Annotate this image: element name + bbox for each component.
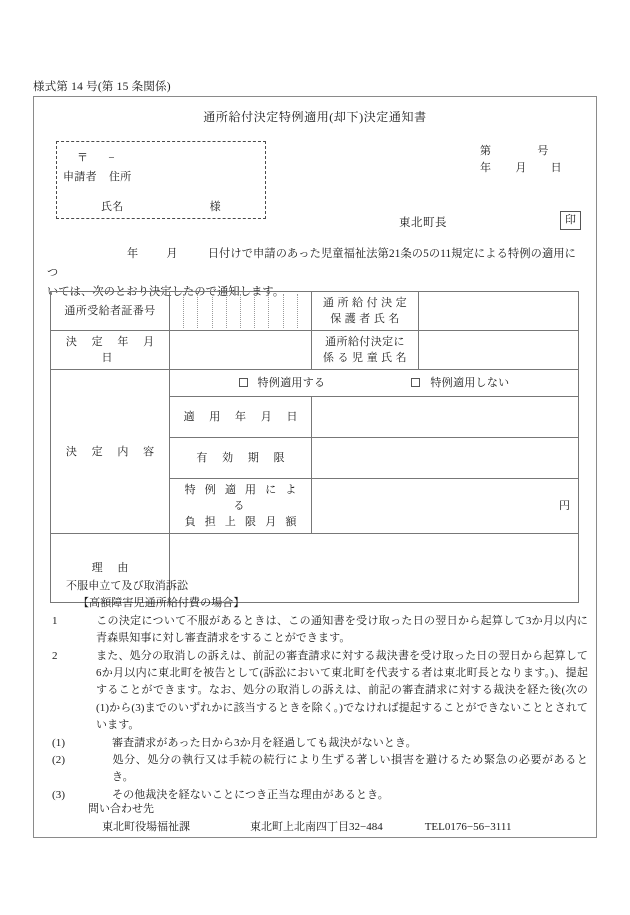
segment (198, 294, 212, 328)
intro-line1: 日付けで申請のあった児童福祉法第21条の5の11規定による特例の適用につ (47, 248, 577, 279)
valid-period-field[interactable] (312, 438, 579, 479)
decision-table (50, 291, 579, 603)
appeal-subitem (52, 752, 590, 787)
decision-date-field[interactable] (170, 331, 312, 370)
child-name-label (312, 331, 419, 370)
day-label: 日 (550, 162, 562, 174)
name-row (101, 198, 221, 214)
guardian-name-label (312, 292, 419, 331)
applicant-block (56, 141, 266, 219)
apply-date-field[interactable] (312, 397, 579, 438)
decision-date-label: 決 定 年 月 日 (51, 331, 170, 370)
monthly-limit-label-line2: 負 担 上 限 月 額 (184, 516, 300, 528)
segment (213, 294, 227, 328)
appeal-subitem (52, 735, 590, 752)
monthly-limit-field[interactable] (312, 479, 579, 534)
yen-unit: 円 (559, 500, 570, 512)
child-name-label-line1: 通所給付決定に (325, 336, 405, 348)
honorific-label: 様 (209, 201, 221, 213)
zip-row (77, 149, 115, 165)
checkbox-apply-label: 特例適用する (257, 377, 326, 389)
appeal-subheading: 【高額障害児通所給付費の場合】 (78, 597, 245, 610)
checkbox-apply-icon[interactable] (239, 378, 248, 387)
monthly-limit-label-line1: 特 例 適 用 に よ る (184, 484, 300, 512)
document-date-row (480, 159, 562, 175)
table-row-receipt-number (51, 292, 579, 331)
number-label: 第 (480, 145, 492, 157)
address-row (63, 168, 132, 184)
contact-tel: TEL0176−56−3111 (424, 821, 512, 833)
segment (170, 294, 184, 328)
appeal-item-number: 1 (52, 614, 58, 627)
segment (298, 294, 311, 328)
contact-details (102, 818, 590, 836)
intro-line2: いては、次のとおり決定したので通知します。 (47, 286, 285, 298)
appeal-heading: 不服申立て及び取消訴訟 (66, 580, 189, 592)
child-name-label-line2: 係 る 児 童 氏 名 (322, 352, 408, 364)
appeal-section (50, 578, 590, 804)
segment (241, 294, 255, 328)
table-row-decision-checkboxes (51, 370, 579, 397)
segment (255, 294, 269, 328)
contact-address: 東北町上北南四丁目32−484 (250, 821, 383, 833)
appeal-item (52, 613, 590, 648)
appeal-subitem-number: (2) (52, 754, 66, 767)
reason-label: 理 由 (51, 534, 170, 603)
receipt-number-label: 通所受給者証番号 (51, 292, 170, 331)
receipt-number-segments (170, 294, 311, 328)
monthly-limit-label (170, 479, 312, 534)
intro-year: 年 (127, 248, 139, 260)
seal-box: 印 (560, 211, 581, 230)
table-row-decision-date (51, 331, 579, 370)
apply-date-label: 適 用 年 月 日 (170, 397, 312, 438)
appeal-subitem-number: (1) (52, 736, 66, 749)
zip-mark: 〒 (77, 152, 89, 164)
valid-period-label: 有 効 期 限 (170, 438, 312, 479)
segment (227, 294, 241, 328)
issuer-name: 東北町長 (399, 217, 447, 229)
contact-department: 東北町役場福祉課 (102, 821, 190, 833)
appeal-item (52, 648, 590, 735)
appeal-item-number: 2 (52, 649, 58, 662)
intro-month: 月 (166, 248, 178, 260)
month-label: 月 (515, 162, 527, 174)
checkbox-not-apply-label: 特例適用しない (430, 377, 510, 389)
year-label: 年 (480, 162, 492, 174)
form-number: 様式第 14 号(第 15 条関係) (33, 81, 171, 93)
segment (284, 294, 298, 328)
appeal-subitem-text: その他裁決を経ないことにつき正当な理由があるとき。 (112, 788, 389, 801)
appeal-subitem-text: 処分、処分の執行又は手続の続行により生ずる著しい損害を避けるため緊急の必要があるとき。 (112, 754, 588, 784)
appeal-item-text: また、処分の取消しの訴えは、前記の審査請求に対する裁決書を受け取った日の翌日から起算して6か月以内に東北町を被告として(訴訟において東北町を代表する者は東北町長となります。)、提起することができます。なお、処分の取消しの訴えは、前記の審査請求に対する裁決を経た後(次の(1)から(3)までのいずれかに該当するときを除く。)でなければ提起することができないこととされています。 (96, 649, 588, 732)
guardian-name-field[interactable] (419, 292, 579, 331)
checkbox-not-apply-icon[interactable] (411, 378, 420, 387)
contact-heading: 問い合わせ先 (88, 803, 154, 815)
contact-section (50, 800, 590, 836)
receipt-number-field[interactable] (170, 292, 312, 331)
segment (184, 294, 198, 328)
decision-content-label: 決 定 内 容 (51, 370, 170, 534)
document-number-row (480, 142, 549, 158)
name-label: 氏名 (101, 201, 124, 213)
page-title: 通所給付決定特例適用(却下)決定通知書 (203, 110, 427, 124)
zip-dash: − (108, 152, 115, 164)
applicant-label: 申請者 (63, 171, 97, 183)
child-name-field[interactable] (419, 331, 579, 370)
segment (269, 294, 283, 328)
decision-checkbox-row (170, 370, 579, 397)
appeal-subitem-number: (3) (52, 788, 66, 801)
guardian-name-label-line1: 通 所 給 付 決 定 (322, 297, 408, 309)
appeal-subitem-text: 審査請求があった日から3か月を経過しても裁決がないとき。 (112, 736, 417, 749)
address-label: 住所 (108, 171, 132, 183)
number-unit: 号 (537, 145, 549, 157)
guardian-name-label-line2: 保 護 者 氏 名 (330, 313, 400, 325)
appeal-item-text: この決定について不服があるときは、この通知書を受け取った日の翌日から起算して3か月以内に青森県知事に対し審査請求をすることができます。 (96, 614, 588, 645)
